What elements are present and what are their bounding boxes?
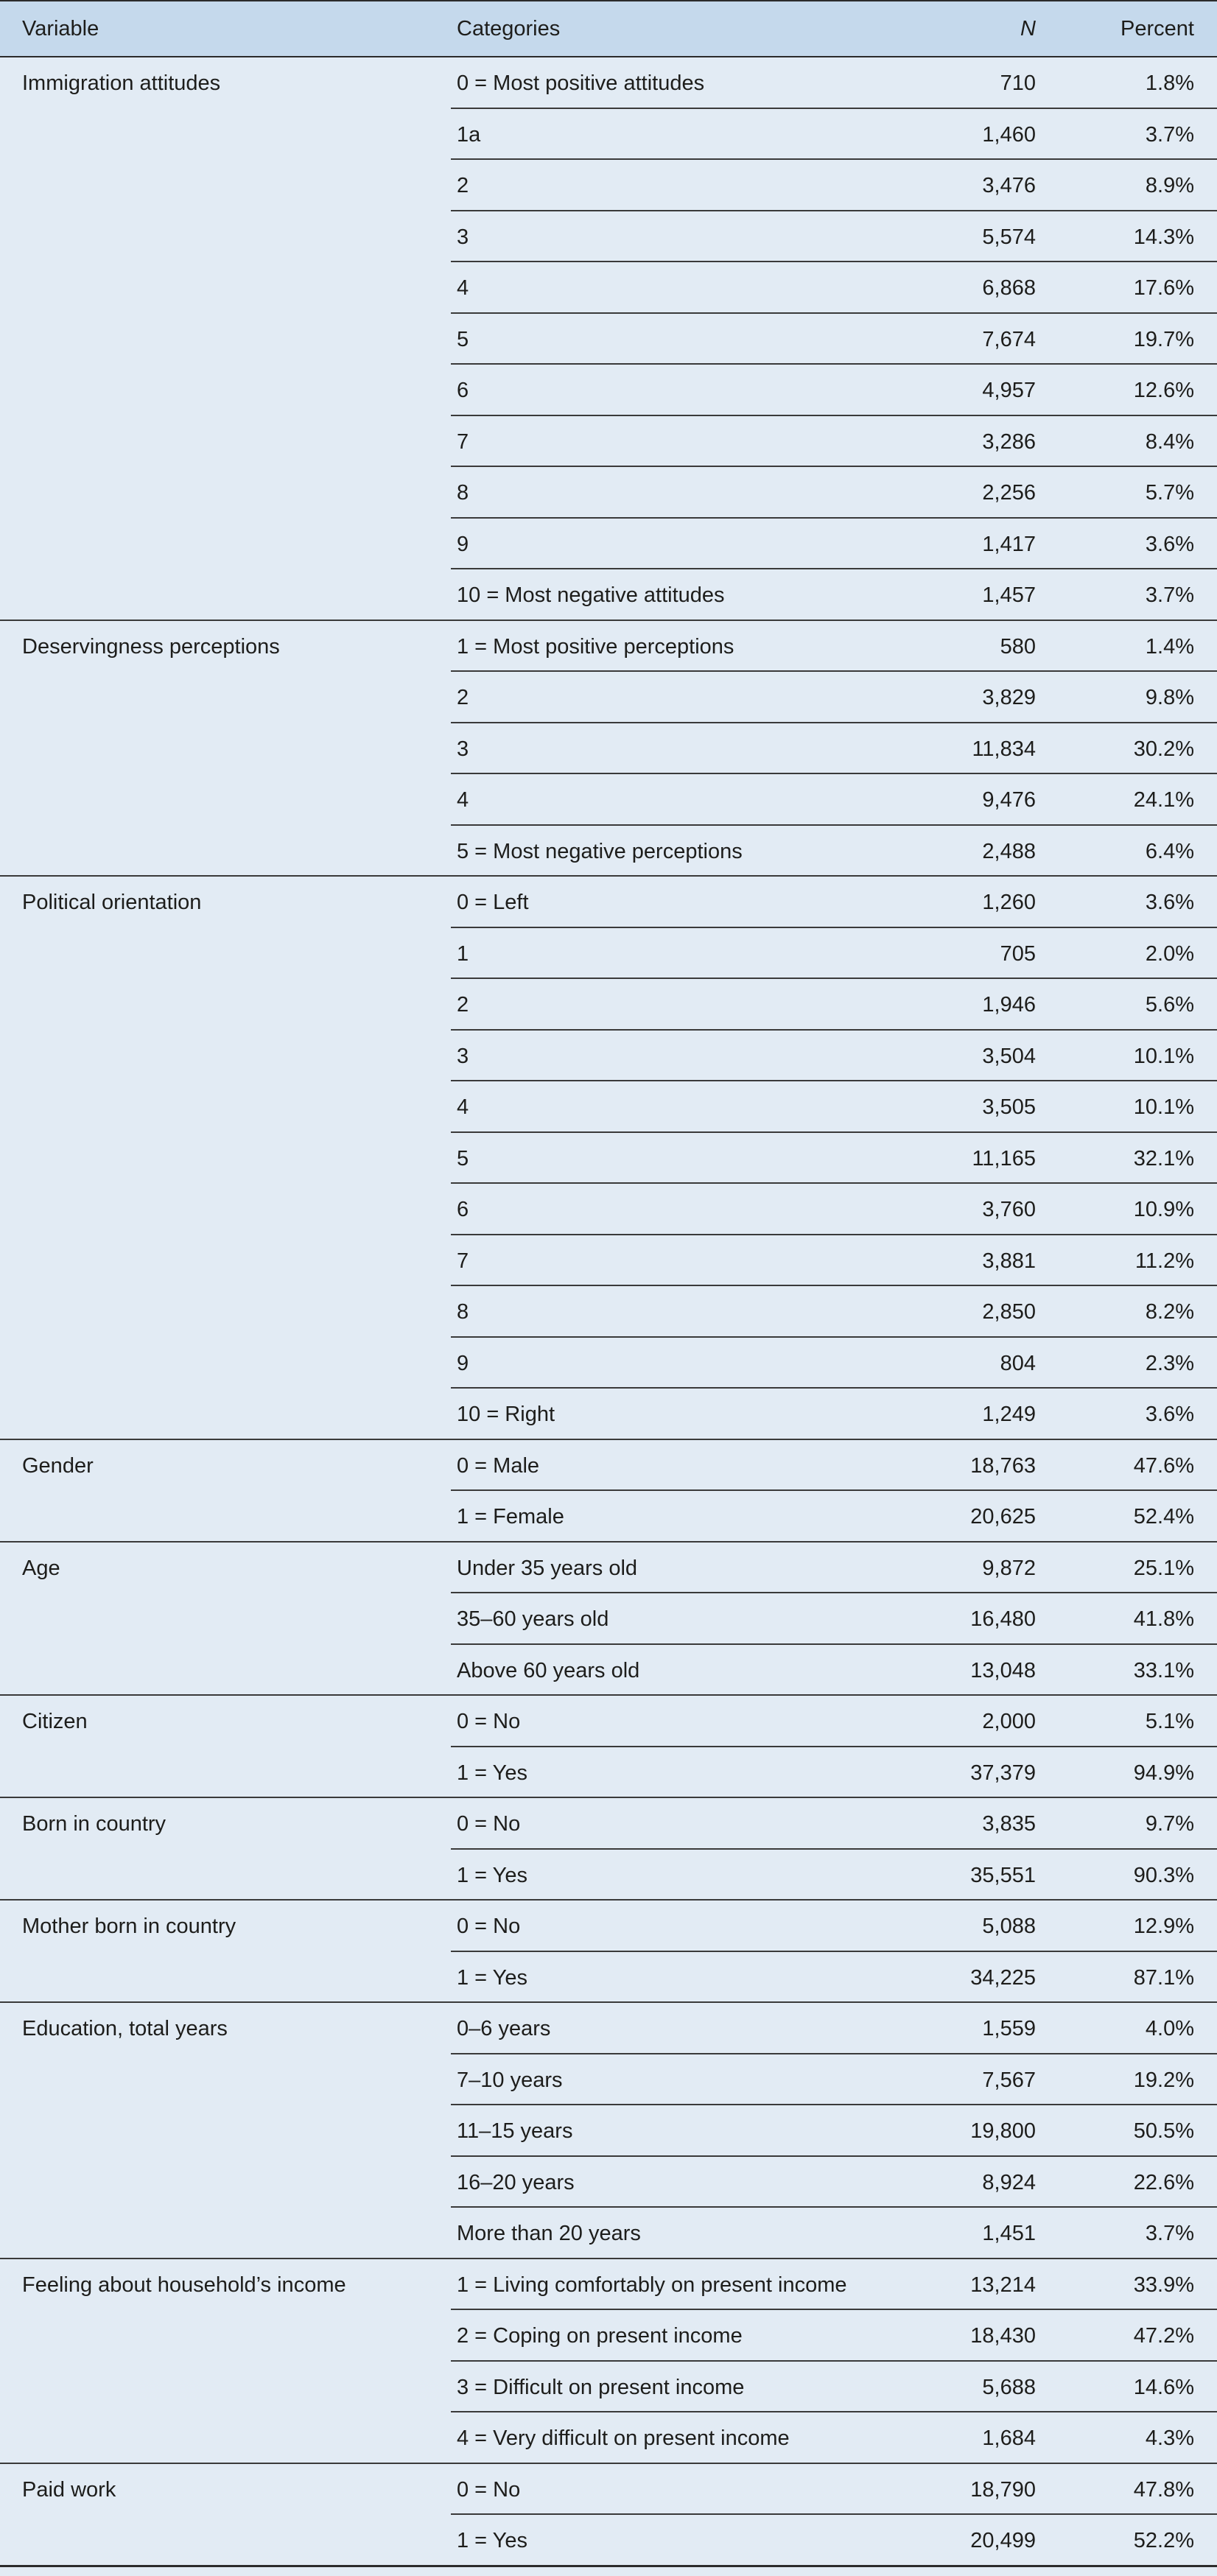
category-label: 1 = Yes xyxy=(457,1864,527,1887)
percent-value: 14.6% xyxy=(1133,2376,1194,2399)
category-label: 7–10 years xyxy=(457,2068,563,2092)
percent-value: 9.8% xyxy=(1145,686,1194,709)
percent-value: 30.2% xyxy=(1133,737,1194,761)
category-label: 0 = Most positive attitudes xyxy=(457,71,705,95)
count-value: 1,946 xyxy=(982,993,1036,1017)
header-percent: Percent xyxy=(1120,17,1194,41)
table-row xyxy=(0,1747,1217,1799)
percent-value: 12.9% xyxy=(1133,1915,1194,1938)
table-row xyxy=(0,160,1217,211)
table-row xyxy=(0,877,1217,928)
table-row xyxy=(0,2105,1217,2157)
category-label: 9 xyxy=(457,1352,469,1375)
table-row xyxy=(0,774,1217,826)
category-label: 7 xyxy=(457,430,469,454)
count-value: 3,286 xyxy=(982,430,1036,454)
variable-label: Mother born in country xyxy=(22,1915,236,1938)
category-label: 0 = No xyxy=(457,1915,521,1938)
percent-value: 47.8% xyxy=(1133,2478,1194,2502)
category-label: 6 xyxy=(457,1198,469,1221)
count-value: 7,567 xyxy=(982,2068,1036,2092)
count-value: 16,480 xyxy=(970,1607,1036,1631)
percent-value: 47.6% xyxy=(1133,1454,1194,1478)
category-label: 10 = Right xyxy=(457,1403,555,1426)
table-row xyxy=(0,57,1217,109)
percent-value: 25.1% xyxy=(1133,1557,1194,1580)
percent-value: 24.1% xyxy=(1133,788,1194,812)
table-row xyxy=(0,1901,1217,1952)
count-value: 710 xyxy=(1000,71,1036,95)
count-value: 1,460 xyxy=(982,123,1036,147)
category-label: 3 xyxy=(457,737,469,761)
category-label: 1 = Yes xyxy=(457,2529,527,2552)
table-row xyxy=(0,2157,1217,2208)
category-label: 5 xyxy=(457,1147,469,1171)
category-label: 1 = Living comfortably on present income xyxy=(457,2273,847,2297)
category-label: Under 35 years old xyxy=(457,1557,638,1580)
category-label: Above 60 years old xyxy=(457,1659,640,1682)
table-row xyxy=(0,2362,1217,2413)
count-value: 3,504 xyxy=(982,1045,1036,1068)
percent-value: 10.9% xyxy=(1133,1198,1194,1221)
count-value: 1,684 xyxy=(982,2426,1036,2450)
category-label: 3 = Difficult on present income xyxy=(457,2376,745,2399)
percent-value: 50.5% xyxy=(1133,2119,1194,2143)
percent-value: 3.6% xyxy=(1145,1403,1194,1426)
table-row xyxy=(0,826,1217,877)
count-value: 1,249 xyxy=(982,1403,1036,1426)
category-label: 2 xyxy=(457,993,469,1017)
percent-value: 8.9% xyxy=(1145,174,1194,197)
count-value: 3,835 xyxy=(982,1812,1036,1836)
count-value: 8,924 xyxy=(982,2171,1036,2194)
percent-value: 33.9% xyxy=(1133,2273,1194,2297)
table-row xyxy=(0,2259,1217,2311)
table-row xyxy=(0,672,1217,723)
category-label: 8 xyxy=(457,481,469,505)
count-value: 3,829 xyxy=(982,686,1036,709)
category-label: 0 = No xyxy=(457,1710,521,1733)
count-value: 9,476 xyxy=(982,788,1036,812)
count-value: 13,214 xyxy=(970,2273,1036,2297)
table-row xyxy=(0,314,1217,365)
count-value: 18,430 xyxy=(970,2324,1036,2348)
percent-value: 10.1% xyxy=(1133,1045,1194,1068)
category-label: 2 = Coping on present income xyxy=(457,2324,743,2348)
percent-value: 33.1% xyxy=(1133,1659,1194,1682)
header-variable: Variable xyxy=(22,17,99,41)
percent-value: 14.3% xyxy=(1133,225,1194,249)
count-value: 19,800 xyxy=(970,2119,1036,2143)
count-value: 3,760 xyxy=(982,1198,1036,1221)
percent-value: 1.4% xyxy=(1145,635,1194,659)
percent-value: 19.7% xyxy=(1133,328,1194,351)
count-value: 2,850 xyxy=(982,1300,1036,1324)
percent-value: 3.7% xyxy=(1145,123,1194,147)
count-value: 3,505 xyxy=(982,1095,1036,1119)
category-label: 1a xyxy=(457,123,481,147)
table-row xyxy=(0,2412,1217,2464)
count-value: 6,868 xyxy=(982,276,1036,300)
variable-label: Age xyxy=(22,1557,60,1580)
table-header xyxy=(0,0,1217,57)
variable-label: Gender xyxy=(22,1454,94,1478)
category-label: 5 xyxy=(457,328,469,351)
percent-value: 47.2% xyxy=(1133,2324,1194,2348)
percent-value: 3.6% xyxy=(1145,891,1194,914)
table-row xyxy=(0,1696,1217,1747)
category-label: 2 xyxy=(457,174,469,197)
header-categories: Categories xyxy=(457,17,561,41)
category-label: 4 = Very difficult on present income xyxy=(457,2426,790,2450)
table-row xyxy=(0,1235,1217,1287)
table-row xyxy=(0,979,1217,1031)
count-value: 13,048 xyxy=(970,1659,1036,1682)
percent-value: 22.6% xyxy=(1133,2171,1194,2194)
percent-value: 90.3% xyxy=(1133,1864,1194,1887)
table-row xyxy=(0,928,1217,980)
percent-value: 52.2% xyxy=(1133,2529,1194,2552)
table-row xyxy=(0,2054,1217,2106)
count-value: 37,379 xyxy=(970,1761,1036,1785)
count-value: 2,000 xyxy=(982,1710,1036,1733)
category-label: 7 xyxy=(457,1249,469,1273)
table-row xyxy=(0,723,1217,775)
percent-value: 5.7% xyxy=(1145,481,1194,505)
variable-label: Deservingness perceptions xyxy=(22,635,280,659)
category-label: 2 xyxy=(457,686,469,709)
category-label: 10 = Most negative attitudes xyxy=(457,583,725,607)
table-row xyxy=(0,1491,1217,1543)
category-label: 9 xyxy=(457,533,469,556)
table-row xyxy=(0,1389,1217,1440)
percent-value: 2.3% xyxy=(1145,1352,1194,1375)
table-row xyxy=(0,1850,1217,1901)
table-row xyxy=(0,365,1217,416)
category-label: 1 = Yes xyxy=(457,1966,527,1990)
category-label: 4 xyxy=(457,788,469,812)
table-row xyxy=(0,1286,1217,1338)
count-value: 35,551 xyxy=(970,1864,1036,1887)
table-row xyxy=(0,621,1217,673)
count-value: 18,790 xyxy=(970,2478,1036,2502)
table-row xyxy=(0,1593,1217,1645)
category-label: 3 xyxy=(457,1045,469,1068)
table-row xyxy=(0,416,1217,468)
variable-label: Born in country xyxy=(22,1812,166,1836)
count-value: 5,088 xyxy=(982,1915,1036,1938)
table-row xyxy=(0,2208,1217,2259)
variable-label: Citizen xyxy=(22,1710,88,1733)
table-row xyxy=(0,2464,1217,2516)
category-label: More than 20 years xyxy=(457,2222,641,2245)
count-value: 3,476 xyxy=(982,174,1036,197)
category-label: 1 = Yes xyxy=(457,1761,527,1785)
category-label: 1 = Female xyxy=(457,1505,564,1529)
category-label: 0 = No xyxy=(457,2478,521,2502)
table-row xyxy=(0,2515,1217,2566)
category-label: 35–60 years old xyxy=(457,1607,609,1631)
category-label: 0–6 years xyxy=(457,2017,551,2040)
variable-label: Paid work xyxy=(22,2478,116,2502)
count-value: 34,225 xyxy=(970,1966,1036,1990)
percent-value: 6.4% xyxy=(1145,840,1194,863)
percent-value: 11.2% xyxy=(1134,1249,1194,1273)
category-label: 6 xyxy=(457,379,469,402)
count-value: 3,881 xyxy=(982,1249,1036,1273)
category-label: 0 = Left xyxy=(457,891,529,914)
percent-value: 41.8% xyxy=(1133,1607,1194,1631)
table-row xyxy=(0,1184,1217,1235)
percent-value: 94.9% xyxy=(1133,1761,1194,1785)
percent-value: 9.7% xyxy=(1145,1812,1194,1836)
table-row xyxy=(0,1133,1217,1185)
table-row xyxy=(0,1081,1217,1133)
table-row xyxy=(0,1798,1217,1850)
count-value: 20,499 xyxy=(970,2529,1036,2552)
table-row xyxy=(0,262,1217,314)
percent-value: 2.0% xyxy=(1145,942,1194,966)
table-row xyxy=(0,1440,1217,1492)
percent-value: 5.1% xyxy=(1145,1710,1194,1733)
category-label: 0 = No xyxy=(457,1812,521,1836)
category-label: 8 xyxy=(457,1300,469,1324)
percent-value: 3.7% xyxy=(1145,583,1194,607)
count-value: 1,451 xyxy=(982,2222,1036,2245)
category-label: 4 xyxy=(457,1095,469,1119)
table-row xyxy=(0,1031,1217,1082)
count-value: 2,256 xyxy=(982,481,1036,505)
table-row xyxy=(0,2003,1217,2054)
percent-value: 4.3% xyxy=(1145,2426,1194,2450)
percent-value: 1.8% xyxy=(1145,71,1194,95)
percent-value: 32.1% xyxy=(1133,1147,1194,1171)
category-label: 1 = Most positive perceptions xyxy=(457,635,734,659)
percent-value: 4.0% xyxy=(1145,2017,1194,2040)
percent-value: 12.6% xyxy=(1133,379,1194,402)
category-label: 0 = Male xyxy=(457,1454,540,1478)
count-value: 5,574 xyxy=(982,225,1036,249)
table-row xyxy=(0,211,1217,263)
count-value: 11,165 xyxy=(972,1147,1036,1171)
table-row xyxy=(0,467,1217,519)
percent-value: 87.1% xyxy=(1133,1966,1194,1990)
count-value: 1,559 xyxy=(982,2017,1036,2040)
count-value: 580 xyxy=(1000,635,1036,659)
count-value: 18,763 xyxy=(970,1454,1036,1478)
percent-value: 5.6% xyxy=(1145,993,1194,1017)
category-label: 1 xyxy=(457,942,469,966)
category-label: 11–15 years xyxy=(457,2119,573,2143)
count-value: 4,957 xyxy=(982,379,1036,402)
count-value: 9,872 xyxy=(982,1557,1036,1580)
variable-label: Political orientation xyxy=(22,891,202,914)
table-row xyxy=(0,1952,1217,2004)
count-value: 7,674 xyxy=(982,328,1036,351)
count-value: 20,625 xyxy=(970,1505,1036,1529)
count-value: 1,457 xyxy=(982,583,1036,607)
percent-value: 3.6% xyxy=(1145,533,1194,556)
percent-value: 19.2% xyxy=(1133,2068,1194,2092)
count-value: 1,260 xyxy=(982,891,1036,914)
count-value: 11,834 xyxy=(972,737,1036,761)
percent-value: 8.4% xyxy=(1145,430,1194,454)
count-value: 705 xyxy=(1000,942,1036,966)
category-label: 5 = Most negative perceptions xyxy=(457,840,743,863)
count-value: 5,688 xyxy=(982,2376,1036,2399)
percent-value: 8.2% xyxy=(1145,1300,1194,1324)
percent-value: 10.1% xyxy=(1133,1095,1194,1119)
category-label: 16–20 years xyxy=(457,2171,575,2194)
table-row xyxy=(0,109,1217,161)
percent-value: 3.7% xyxy=(1145,2222,1194,2245)
variable-label: Education, total years xyxy=(22,2017,228,2040)
count-value: 2,488 xyxy=(982,840,1036,863)
percent-value: 52.4% xyxy=(1133,1505,1194,1529)
header-n: N xyxy=(1020,17,1036,41)
table-row xyxy=(0,1543,1217,1594)
table-row xyxy=(0,569,1217,621)
category-label: 3 xyxy=(457,225,469,249)
category-label: 4 xyxy=(457,276,469,300)
count-value: 1,417 xyxy=(982,533,1036,556)
table-row xyxy=(0,1645,1217,1696)
table-row xyxy=(0,1338,1217,1389)
percent-value: 17.6% xyxy=(1133,276,1194,300)
table-bottom-rule xyxy=(0,2565,1217,2567)
count-value: 804 xyxy=(1000,1352,1036,1375)
variable-label: Immigration attitudes xyxy=(22,71,221,95)
variable-label: Feeling about household’s income xyxy=(22,2273,346,2297)
table-row xyxy=(0,519,1217,570)
table-row xyxy=(0,2310,1217,2362)
